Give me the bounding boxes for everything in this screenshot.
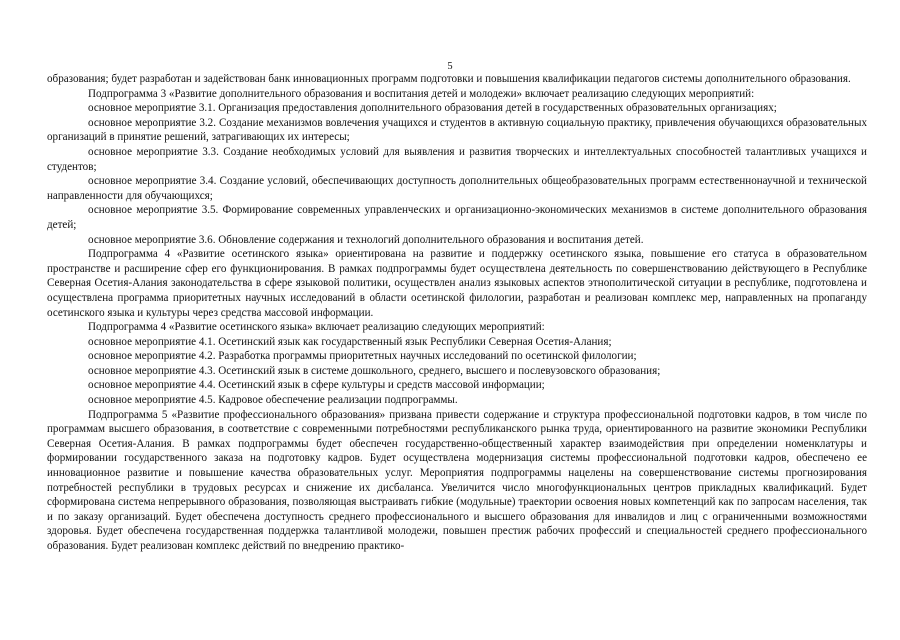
- paragraph: основное мероприятие 4.5. Кадровое обеспечение реализации подпрограммы.: [88, 394, 458, 407]
- paragraph: Подпрограмма 5 «Развитие профессионального образования» призвана привести содержание и структура профессиональной подготовки кадров, в том числе по программам высшего образования, в соответствие с современными потребностями республиканского рынка труда, ориентированного на развитие экономики Республики Северная Осетия-Алания. В рамках подпрограммы будет обеспечен государственно-общественный характер взаимодействия при определении номенклатуры и формировании государственного заказа на подготовку кадров. Будет осуществлена модернизация системы профессиональной подготовки кадров, обеспечено ее инновационное развитие и повышение качества образовательных услуг. Мероприятия подпрограммы нацелены на совершенствование системы прогнозирования потребностей республики в трудовых ресурсах и снижение их дисбаланса. Увеличится число многофункциональных центров прикладных квалификаций. Будет сформирована система непрерывного образования, позволяющая выстраивать гибкие (модульные) траектории освоения новых компетенций как по запросам населения, так и по заказу организаций. Будет обеспечена доступность среднего профессионального и высшего образования для инвалидов и лиц с ограниченными возможностями здоровья. Будет обеспечена государственная поддержка талантливой молодежи, повышен престиж рабочих профессий и специальностей среднего профессионального образования. Будет реализован комплекс действий по внедрению практико-: [47, 408, 867, 552]
- paragraph: основное мероприятие 4.4. Осетинский язык в сфере культуры и средств массовой информации;: [88, 379, 545, 392]
- paragraph: образования; будет разработан и задействован банк инновационных программ подготовки и повышения квалификации педагогов системы дополнительного образования.: [47, 73, 851, 85]
- paragraph: основное мероприятие 3.4. Создание условий, обеспечивающих доступность дополнительных общеобразовательных программ естественнонаучной и технической направленности для обучающихся;: [47, 175, 867, 202]
- paragraph: Подпрограмма 4 «Развитие осетинского языка» включает реализацию следующих мероприятий:: [88, 321, 545, 334]
- paragraph: основное мероприятие 3.2. Создание механизмов вовлечения учащихся и студентов в активную социальную практику, привлечения обучающихся образовательных организаций в принятие решений, затрагивающих их интересы;: [47, 116, 867, 144]
- paragraph: основное мероприятие 4.1. Осетинский язык как государственный язык Республики Северная Осетия-Алания;: [88, 335, 612, 348]
- page-number: 5: [447, 61, 453, 72]
- document-body: [47, 72, 867, 554]
- paragraph: основное мероприятие 4.3. Осетинский язык в системе дошкольного, среднего, высшего и послевузовского образования;: [88, 364, 661, 377]
- paragraph: основное мероприятие 3.5. Формирование современных управленческих и организационно-экономических механизмов в системе дополнительного образования детей;: [47, 204, 867, 231]
- paragraph: основное мероприятие 3.3. Создание необходимых условий для выявления и развития творческих и интеллектуальных способностей талантливых учащихся и студентов;: [47, 145, 867, 173]
- paragraph: основное мероприятие 3.1. Организация предоставления дополнительного образования детей в государственных образовательных организациях;: [88, 102, 777, 115]
- paragraph: Подпрограмма 3 «Развитие дополнительного образования и воспитания детей и молодежи» включает реализацию следующих мероприятий:: [88, 87, 755, 100]
- paragraph: основное мероприятие 4.2. Разработка программы приоритетных научных исследований по осетинской филологии;: [88, 350, 637, 363]
- paragraph: Подпрограмма 4 «Развитие осетинского языка» ориентирована на развитие и поддержку осетинского языка, повышение его статуса в образовательном пространстве и расширение сфер его функционирования. В рамках подпрограммы будет осуществлена деятельность по совершенствованию действующего в Республике Северная Осетия-Алания законодательства в сфере языковой политики, осуществлен анализ языковых аспектов этнополитической ситуации в республике, подготовлена и осуществлена программа приоритетных научных исследований в области осетинской филологии, разработан и реализован комплекс мер, направленных на пропаганду осетинского языка и культуры через средства массовой информации.: [47, 248, 867, 319]
- paragraph: основное мероприятие 3.6. Обновление содержания и технологий дополнительного образования и воспитания детей.: [88, 233, 644, 246]
